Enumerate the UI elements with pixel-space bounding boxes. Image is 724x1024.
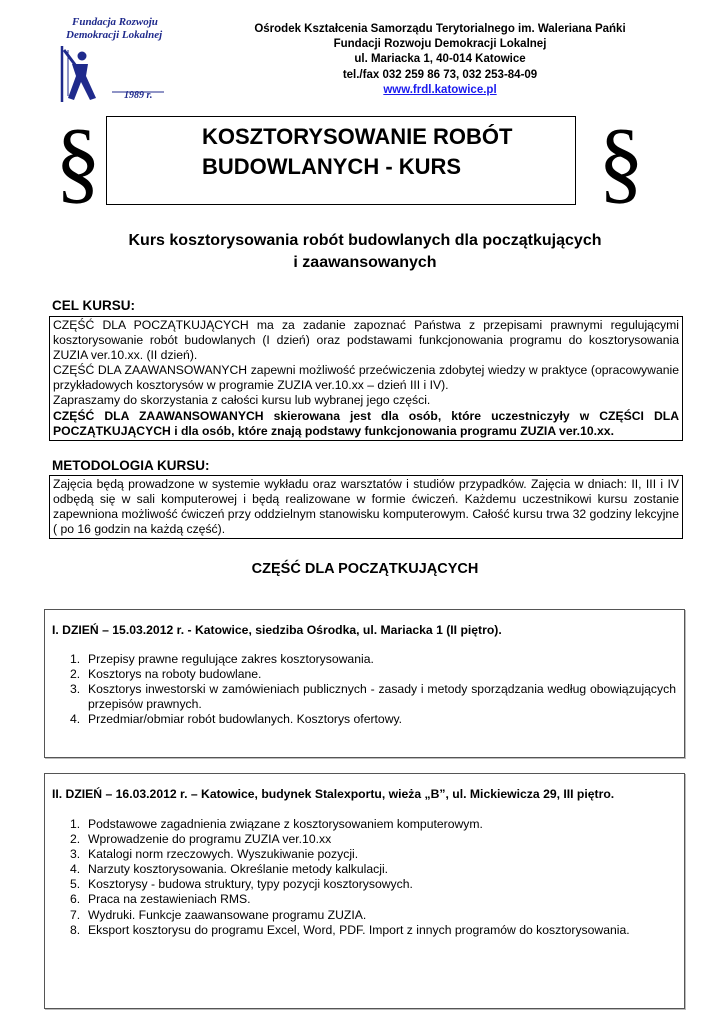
- methodology-heading: METODOLOGIA KURSU:: [52, 458, 210, 473]
- list-item: [70, 847, 676, 862]
- beginners-part-heading: CZĘŚĆ DLA POCZĄTKUJĄCYCH: [251, 561, 479, 577]
- goal-paragraph-invitation: Zapraszamy do skorzystania z całości kursu lub wybranej jego części.: [53, 393, 431, 408]
- list-item-number: 8.: [70, 922, 81, 937]
- list-item-number: 4.: [70, 862, 81, 877]
- subtitle-line1: Kurs kosztorysowania robót budowlanych dla początkujących: [128, 232, 602, 249]
- goal-paragraph-requirements: CZĘŚĆ DLA ZAAWANSOWANYCH skierowana jest dla osób, które uczestniczyły w CZĘŚCI DLA POCZĄTKUJĄCYCH i dla osób, które znają podstawy funkcjonowania programu ZUZIA ver.10.xx.: [53, 408, 679, 438]
- list-item: [70, 817, 676, 832]
- header-org-name: Ośrodek Kształcenia Samorządu Terytorialnego im. Waleriana Pańki: [254, 23, 626, 35]
- day1-title: I. DZIEŃ – 15.03.2012 r. - Katowice, siedziba Ośrodka, ul. Mariacka 1 (II piętro).: [52, 623, 502, 637]
- list-item: [70, 652, 676, 667]
- subtitle-line2: i zaawansowanych: [293, 254, 437, 271]
- list-item-number: 3.: [70, 682, 81, 697]
- section-symbol-left-icon: §: [55, 110, 101, 212]
- logo-text-line1: Fundacja Rozwoju: [72, 16, 158, 28]
- day2-topic-list: [70, 817, 676, 938]
- list-item-text: Podstawowe zagadnienia związane z kosztorysowaniem komputerowym.: [88, 817, 483, 831]
- logo-year: 1989 r.: [124, 90, 153, 101]
- list-item-number: 5.: [70, 877, 81, 892]
- course-goal-box: [49, 316, 683, 441]
- list-item-text: Kosztorys na roboty budowlane.: [88, 667, 262, 682]
- list-item: [70, 712, 676, 727]
- header-phone: tel./fax 032 259 86 73, 032 253-84-09: [342, 68, 538, 81]
- list-item: [70, 892, 676, 907]
- course-goal-heading: CEL KURSU:: [52, 298, 136, 313]
- title-line1: KOSZTORYSOWANIE ROBÓT: [202, 124, 513, 149]
- list-item: [70, 877, 676, 892]
- page-title: [202, 122, 572, 182]
- list-item-text: Eksport kosztorysu do programu Excel, Word, PDF. Import z innych programów do kosztorysowania.: [88, 922, 630, 937]
- list-item-text: Wydruki. Funkcje zaawansowane programu ZUZIA.: [88, 907, 367, 922]
- list-item-number: 1.: [70, 817, 81, 831]
- list-item: [70, 682, 676, 712]
- methodology-box: [49, 475, 683, 539]
- list-item-number: 6.: [70, 892, 81, 907]
- list-item-number: 2.: [70, 667, 81, 682]
- header-address: ul. Mariacka 1, 40-014 Katowice: [354, 53, 526, 66]
- list-item-number: 3.: [70, 847, 81, 862]
- list-item-number: 4.: [70, 712, 81, 727]
- goal-paragraph-beginners: CZĘŚĆ DLA POCZĄTKUJĄCYCH ma za zadanie zapoznać Państwa z przepisami prawnymi regulującymi kosztorysowanie robót budowlanych (I dzień) oraz podstawami funkcjonowania programu do kosztorysowania ZUZIA ver.10.xx. (II dzień).: [53, 318, 679, 363]
- list-item-text: Praca na zestawieniach RMS.: [88, 892, 251, 907]
- goal-paragraph-advanced: CZĘŚĆ DLA ZAAWANSOWANYCH zapewni możliwość przećwiczenia zdobytej wiedzy w praktyce (opracowywanie przykładowych kosztorysów w programie ZUZIA ver.10.xx – dzień III i IV).: [53, 363, 679, 393]
- website-link[interactable]: www.frdl.katowice.pl: [383, 83, 497, 96]
- methodology-text: Zajęcia będą prowadzone w systemie wykładu oraz warsztatów i studiów przypadków. Zajęcia w dniach: II, III i IV odbędą się w sali komputerowej i będą realizowane w formie ćwiczeń. Każdemu uczestnikowi kursu zostanie zapewniona możliwość ćwiczeń przy oddzielnym stanowisku komputerowym. Całość kursu trwa 32 godziny lekcyjne ( po 16 godzin na każdą część).: [53, 477, 679, 537]
- list-item-text: Przedmiar/obmiar robót budowlanych. Kosztorys ofertowy.: [88, 712, 403, 727]
- list-item-text: Narzuty kosztorysowania. Określanie metody kalkulacji.: [88, 862, 389, 877]
- header-foundation: Fundacji Rozwoju Demokracji Lokalnej: [333, 38, 547, 51]
- section-symbol-right-icon: §: [598, 110, 644, 212]
- list-item: [70, 862, 676, 877]
- organization-header: [190, 22, 690, 98]
- list-item-number: 2.: [70, 832, 81, 847]
- list-item-text: Katalogi norm rzeczowych. Wyszukiwanie pozycji.: [88, 847, 359, 862]
- list-item: [70, 832, 676, 847]
- list-item-text: Kosztorysy - budowa struktury, typy pozycji kosztorysowych.: [88, 877, 413, 892]
- day1-topic-list: [70, 652, 676, 727]
- list-item: [70, 908, 676, 923]
- list-item: [70, 923, 676, 938]
- day2-title: II. DZIEŃ – 16.03.2012 r. – Katowice, budynek Stalexportu, wieża „B”, ul. Mickiewicza 29, III piętro.: [52, 787, 615, 801]
- logo-text-line2: Demokracji Lokalnej: [66, 29, 163, 41]
- list-item-text: Wprowadzenie do programu ZUZIA ver.10.xx: [88, 832, 332, 847]
- list-item-text: Kosztorys inwestorski w zamówieniach publicznych - zasady i metody sporządzania według obowiązujących przepisów prawnych.: [88, 682, 676, 712]
- list-item-number: 1.: [70, 652, 81, 666]
- list-item-text: Przepisy prawne regulujące zakres kosztorysowania.: [88, 652, 374, 666]
- list-item-number: 7.: [70, 907, 81, 922]
- course-subtitle: [40, 230, 690, 274]
- list-item: [70, 667, 676, 682]
- title-line2: BUDOWLANYCH - KURS: [202, 154, 462, 179]
